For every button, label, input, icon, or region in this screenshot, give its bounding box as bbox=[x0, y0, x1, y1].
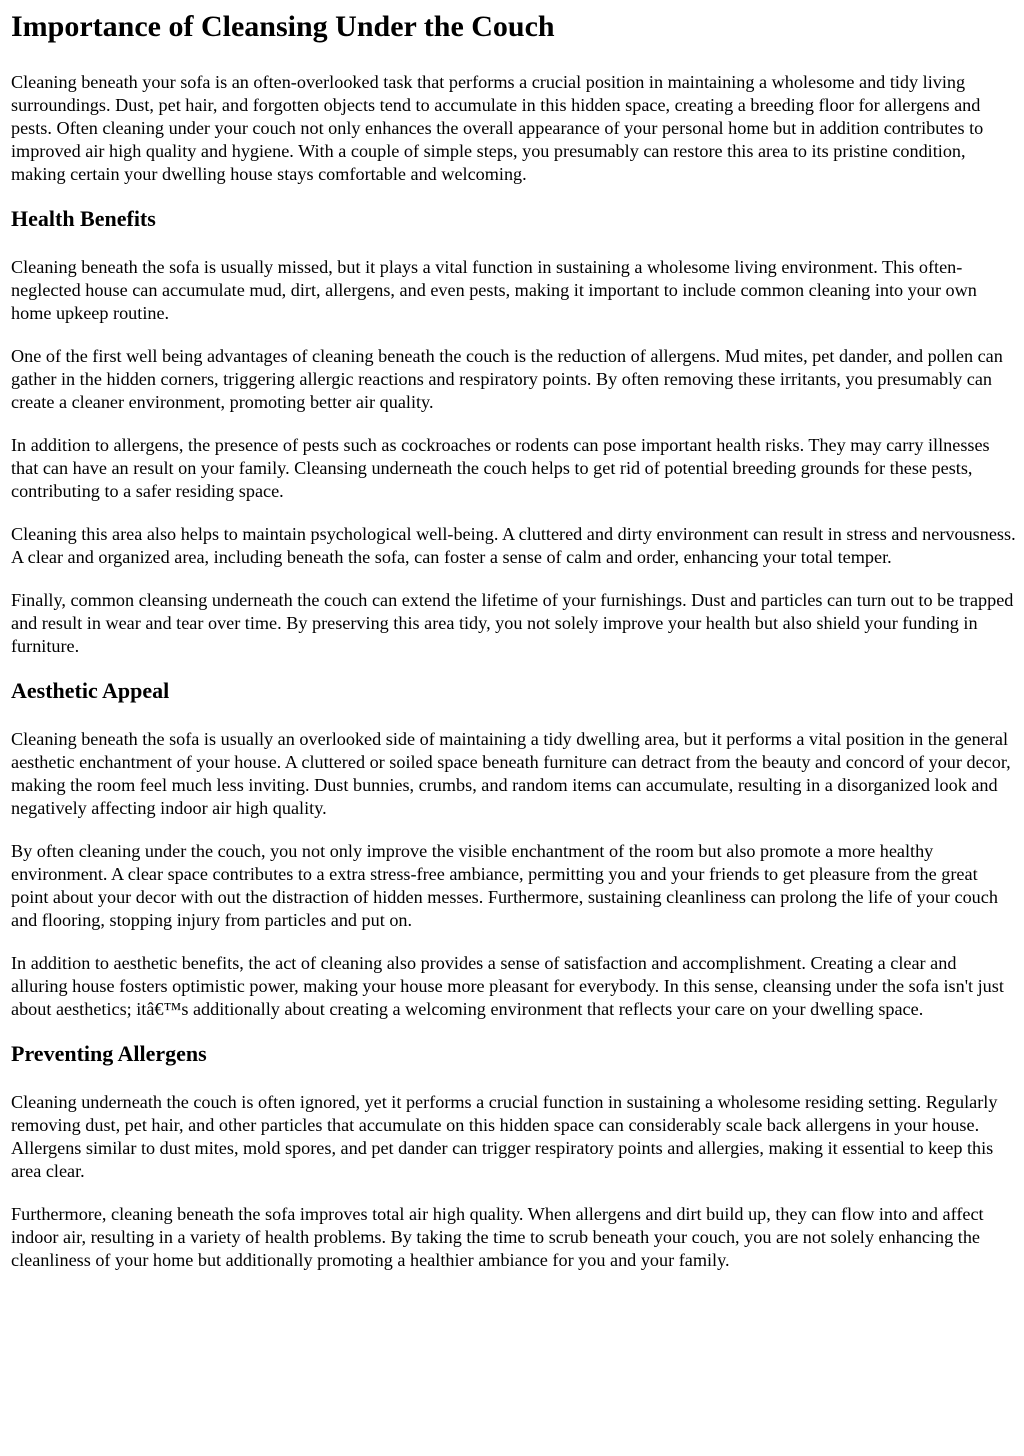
article bbox=[0, 10, 1024, 1272]
paragraph: Furthermore, cleaning beneath the sofa improves total air high quality. When allergens and dirt build up, they can flow into and affect indoor air, resulting in a variety of health problems. By taking the time to scrub beneath your couch, you are not solely enhancing the cleanliness of your home but additionally promoting a healthier ambiance for you and your family. bbox=[11, 1204, 984, 1270]
paragraph: In addition to allergens, the presence of pests such as cockroaches or rodents can pose important health risks. They may carry illnesses that can have an result on your family. Cleansing underneath the couch helps to get rid of potential breeding grounds for these pests, contributing to a safer residing space. bbox=[11, 435, 990, 501]
paragraph: By often cleaning under the couch, you not only improve the visible enchantment of the room but also promote a more healthy environment. A clear space contributes to a extra stress-free ambiance, permitting you and your friends to get pleasure from the great point about your decor with out the distraction of hidden messes. Furthermore, sustaining cleanliness can prolong the life of your couch and flooring, stopping injury from particles and put on. bbox=[11, 841, 998, 930]
paragraph: Cleaning underneath the couch is often ignored, yet it performs a crucial function in sustaining a wholesome residing setting. Regularly removing dust, pet hair, and other particles that accumulate on this hidden space can considerably scale back allergens in your house. Allergens similar to dust mites, mold spores, and pet dander can trigger respiratory points and allergies, making it essential to keep this area clear. bbox=[11, 1092, 998, 1181]
paragraph: Cleaning beneath the sofa is usually missed, but it plays a vital function in sustaining a wholesome living environment. This often-neglected house can accumulate mud, dirt, allergens, and even pests, making it important to include common cleaning into your own home upkeep routine. bbox=[11, 257, 977, 323]
section-heading: Preventing Allergens bbox=[11, 1041, 207, 1066]
section-heading: Health Benefits bbox=[11, 206, 156, 231]
paragraph: Cleaning this area also helps to maintain psychological well-being. A cluttered and dirty environment can result in stress and nervousness. A clear and organized area, including beneath the sofa, can foster a sense of calm and order, enhancing your total temper. bbox=[11, 524, 1016, 567]
paragraph: Finally, common cleansing underneath the couch can extend the lifetime of your furnishings. Dust and particles can turn out to be trapped and result in wear and tear over time. By preserving this area tidy, you not solely improve your health but also shield your funding in furniture. bbox=[11, 590, 1014, 656]
paragraph: In addition to aesthetic benefits, the act of cleaning also provides a sense of satisfaction and accomplishment. Creating a clear and alluring house fosters optimistic power, making your house more pleasant for everybody. In this sense, cleansing under the sofa isn't just about aesthetics; itâ€™s additionally about creating a welcoming environment that reflects your care on your dwelling space. bbox=[11, 953, 1004, 1019]
section-health-benefits bbox=[11, 206, 1016, 658]
intro-paragraph: Cleaning beneath your sofa is an often-overlooked task that performs a crucial position in maintaining a wholesome and tidy living surroundings. Dust, pet hair, and forgotten objects tend to accumulate in this hidden space, creating a breeding floor for allergens and pests. Often cleaning under your couch not only enhances the overall appearance of your personal home but in addition contributes to improved air high quality and hygiene. With a couple of simple steps, you presumably can restore this area to its pristine condition, making certain your dwelling house stays comfortable and welcoming. bbox=[11, 72, 984, 184]
page-title: Importance of Cleansing Under the Couch bbox=[11, 10, 555, 43]
paragraph: One of the first well being advantages of cleaning beneath the couch is the reduction of allergens. Mud mites, pet dander, and pollen can gather in the hidden corners, triggering allergic reactions and respiratory points. By often removing these irritants, you presumably can create a cleaner environment, promoting better air quality. bbox=[11, 346, 1003, 412]
paragraph: Cleaning beneath the sofa is usually an overlooked side of maintaining a tidy dwelling area, but it performs a vital position in the general aesthetic enchantment of your house. A cluttered or soiled space beneath furniture can detract from the beauty and concord of your decor, making the room feel much less inviting. Dust bunnies, crumbs, and random items can accumulate, resulting in a disorganized look and negatively affecting indoor air high quality. bbox=[11, 729, 1011, 818]
section-preventing-allergens bbox=[11, 1041, 1016, 1272]
section-aesthetic-appeal bbox=[11, 678, 1016, 1021]
section-heading: Aesthetic Appeal bbox=[11, 678, 170, 703]
